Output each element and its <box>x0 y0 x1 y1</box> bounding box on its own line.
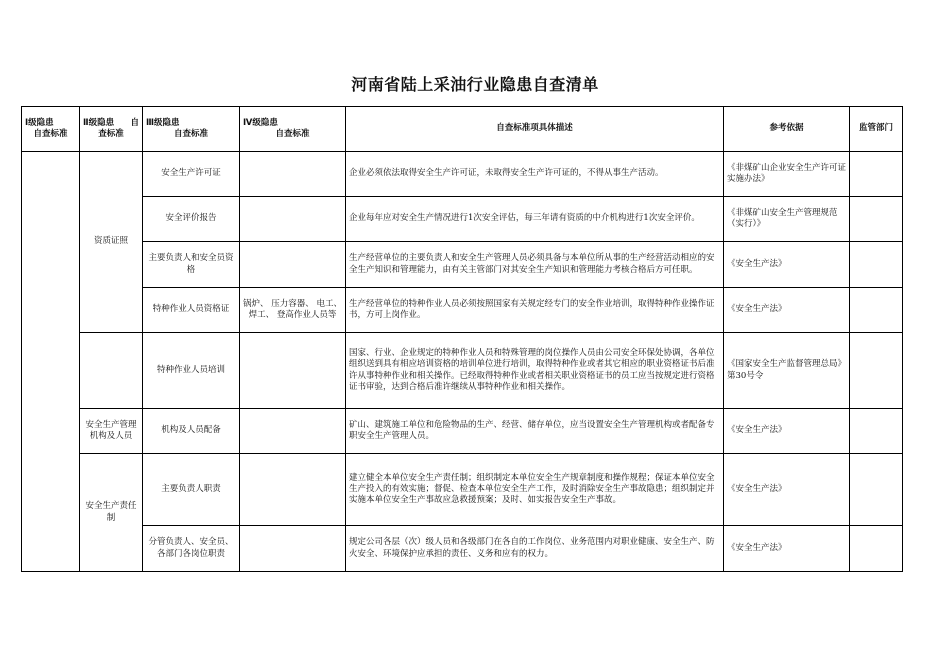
reference-cell: 《安全生产法》 <box>724 409 850 454</box>
group-qualification: 资质证照 <box>80 152 143 333</box>
description-cell: 国家、行业、企业规定的特种作业人员和特殊管理的岗位操作人员由公司安全环保处协调，各单位组织送到具有相应培训资格的培训单位进行培训，取得特种作业或者其它相应的职业资格证书后准许从事特种作业和相关操作。已经取得特种作业或者相关职业资格证书的员工应当按规定进行资格证书审验，达到合格后准许继续从事特种作业和相关操作。 <box>346 333 724 409</box>
level4-cell <box>240 242 346 288</box>
level3-cell: 特种作业人员培训 <box>143 333 240 409</box>
level3-cell: 安全生产许可证 <box>143 152 240 197</box>
level3-cell: 主要负责人职责 <box>143 454 240 526</box>
header-level2: Ⅱ级隐患 自 查标准 <box>80 107 143 152</box>
description-cell: 企业每年应对安全生产情况进行1次安全评估，每三年请有资质的中介机构进行1次安全评价。 <box>346 197 724 242</box>
level4-cell <box>240 152 346 197</box>
group-empty-cell <box>80 333 143 409</box>
sheet-title: 河南省陆上采油行业隐患自查清单 <box>351 75 599 94</box>
reference-cell: 《非煤矿山安全生产管理规范（实行）》 <box>724 197 850 242</box>
table-row <box>22 526 903 572</box>
level4-cell <box>240 333 346 409</box>
description-cell: 生产经营单位的特种作业人员必须按照国家有关规定经专门的安全作业培训，取得特种作业操作证书，方可上岗作业。 <box>346 288 724 333</box>
level4-cell <box>240 409 346 454</box>
department-cell <box>850 526 903 572</box>
reference-cell: 《安全生产法》 <box>724 454 850 526</box>
table-row <box>22 197 903 242</box>
department-cell <box>850 288 903 333</box>
department-cell <box>850 152 903 197</box>
department-cell <box>850 197 903 242</box>
group-responsibility: 安全生产责任制 <box>80 454 143 572</box>
department-cell <box>850 242 903 288</box>
department-cell <box>850 454 903 526</box>
table-row <box>22 333 903 409</box>
header-description: 自查标准项具体描述 <box>346 107 724 152</box>
table-row <box>22 409 903 454</box>
level3-cell: 主要负责人和安全员资格 <box>143 242 240 288</box>
header-level4: Ⅳ级隐患 自查标准 <box>240 107 346 152</box>
reference-cell: 《安全生产法》 <box>724 288 850 333</box>
reference-cell: 《非煤矿山企业安全生产许可证实施办法》 <box>724 152 850 197</box>
header-row <box>22 107 903 152</box>
level1-cell <box>22 152 80 572</box>
reference-cell: 《国家安全生产监督管理总局》第30号令 <box>724 333 850 409</box>
group-safety-org: 安全生产管理机构及人员 <box>80 409 143 454</box>
level4-cell <box>240 454 346 526</box>
description-cell: 建立健全本单位安全生产责任制；组织制定本单位安全生产规章制度和操作规程；保证本单位安全生产投入的有效实施；督促、检查本单位安全生产工作，及时消除安全生产事故隐患；组织制定并实施本单位安全生产事故应急救援预案；及时、如实报告安全生产事故。 <box>346 454 724 526</box>
level4-cell: 锅炉、 压力容器、 电工、 焊工、 登高作业人员等 <box>240 288 346 333</box>
table-row <box>22 288 903 333</box>
level3-cell: 机构及人员配备 <box>143 409 240 454</box>
level3-cell: 分管负责人、安全员、各部门各岗位职责 <box>143 526 240 572</box>
table-row <box>22 152 903 197</box>
level4-cell <box>240 197 346 242</box>
description-cell: 矿山、建筑施工单位和危险物品的生产、经营、储存单位，应当设置安全生产管理机构或者配备专职安全生产管理人员。 <box>346 409 724 454</box>
reference-cell: 《安全生产法》 <box>724 242 850 288</box>
table-row <box>22 454 903 526</box>
level3-cell: 特种作业人员资格证 <box>143 288 240 333</box>
reference-cell: 《安全生产法》 <box>724 526 850 572</box>
level3-cell: 安全评价报告 <box>143 197 240 242</box>
header-reference: 参考依据 <box>724 107 850 152</box>
description-cell: 企业必须依法取得安全生产许可证，未取得安全生产许可证的，不得从事生产活动。 <box>346 152 724 197</box>
table-row <box>22 242 903 288</box>
header-level1: Ⅰ级隐患 自查标准 <box>22 107 80 152</box>
hazard-checklist-table <box>21 106 903 572</box>
header-department: 监管部门 <box>850 107 903 152</box>
level4-cell <box>240 526 346 572</box>
header-level3: Ⅲ级隐患 自查标准 <box>143 107 240 152</box>
department-cell <box>850 409 903 454</box>
description-cell: 规定公司各层（次）级人员和各级部门在各自的工作岗位、业务范围内对职业健康、安全生产、防火安全、环境保护应承担的责任、义务和应有的权力。 <box>346 526 724 572</box>
department-cell <box>850 333 903 409</box>
description-cell: 生产经营单位的主要负责人和安全生产管理人员必须具备与本单位所从事的生产经营活动相应的安全生产知识和管理能力，由有关主管部门对其安全生产知识和管理能力考核合格后方可任职。 <box>346 242 724 288</box>
